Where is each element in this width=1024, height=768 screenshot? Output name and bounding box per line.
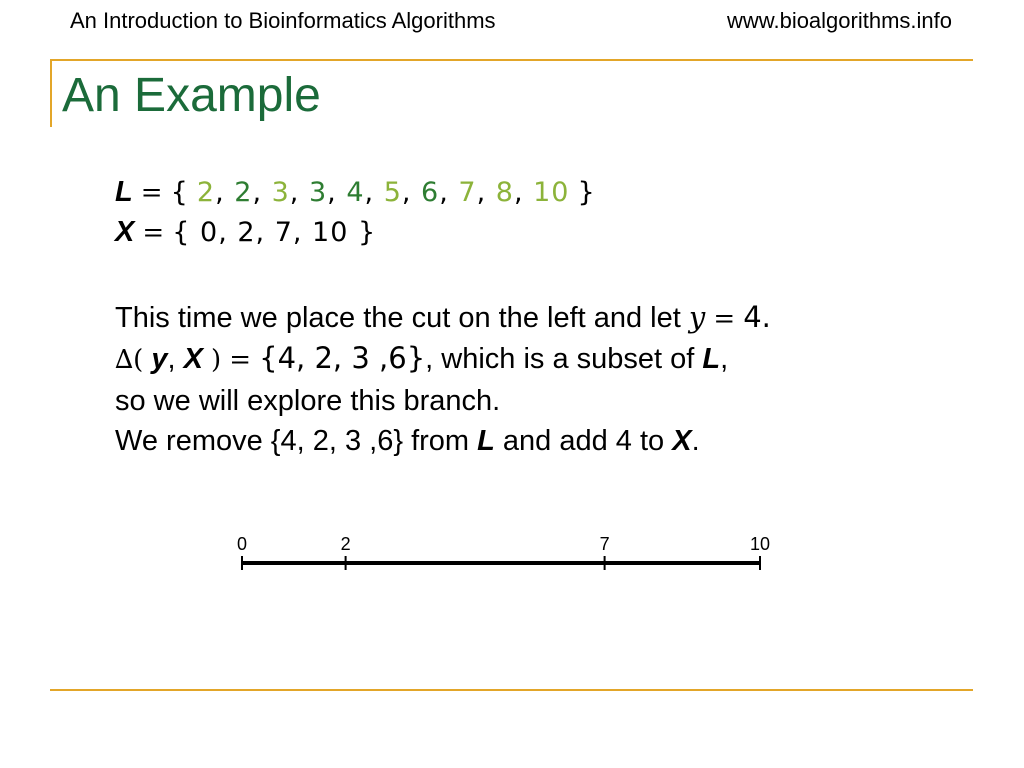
set-L-items <box>197 176 570 208</box>
set-L-line <box>115 176 596 209</box>
header-divider <box>50 59 973 61</box>
body-line-2-y: y <box>151 343 168 375</box>
set-L-item: 2 <box>234 177 253 208</box>
body-line-2-L: L <box>702 343 721 375</box>
body-line-1-equals: = <box>713 304 736 334</box>
delta-symbol: ∆( <box>115 345 144 375</box>
header-website: www.bioalgorithms.info <box>727 8 952 33</box>
set-L-comma: , <box>364 177 384 208</box>
set-L-comma: , <box>252 177 272 208</box>
number-line-diagram <box>225 528 785 583</box>
body-line-2-end: , <box>720 343 729 375</box>
set-L-name: L <box>115 176 133 208</box>
set-X-values: { 0, 2, 7, 10 } <box>172 217 377 248</box>
body-line-2-text: , which is a subset of <box>425 343 703 375</box>
set-L-item: 8 <box>495 177 514 208</box>
set-L-comma: , <box>327 177 347 208</box>
number-line-svg <box>225 528 785 578</box>
set-L-item: 4 <box>346 177 365 208</box>
number-line-tick-label: 2 <box>340 534 351 554</box>
number-line-tick-label: 7 <box>599 534 610 554</box>
set-L-comma: , <box>439 177 459 208</box>
slide-title: An Example <box>62 69 321 122</box>
set-L-item: 3 <box>308 177 328 208</box>
set-L-item: 6 <box>421 177 440 208</box>
body-line-1 <box>115 300 771 335</box>
number-line-tick-label: 10 <box>749 534 771 554</box>
set-L-comma: , <box>401 177 422 208</box>
set-L-comma: , <box>476 177 496 208</box>
body-line-4-X: X <box>672 425 692 457</box>
body-line-4-L: L <box>477 425 495 457</box>
body-line-1-y: y <box>688 300 706 334</box>
set-X-line <box>115 216 376 249</box>
set-L-open-brace: { <box>170 177 189 208</box>
body-line-1-value: 4. <box>743 300 771 334</box>
footer-divider <box>50 689 973 691</box>
set-X-name: X <box>115 216 135 248</box>
body-line-4 <box>115 425 700 458</box>
body-line-2-set: {4, 2, 3 ,6} <box>259 341 426 375</box>
set-L-item: 3 <box>271 177 290 208</box>
body-line-2-comma: , <box>167 343 176 375</box>
header-course-title: An Introduction to Bioinformatics Algorithms <box>70 8 496 33</box>
body-line-1-text: This time we place the cut on the left and let <box>115 302 689 334</box>
set-L-item: 2 <box>196 177 216 208</box>
body-line-2-equals: = <box>229 345 252 375</box>
body-line-2-close-paren: ) <box>211 345 222 375</box>
set-L-comma: , <box>215 177 235 208</box>
set-L-comma: , <box>289 177 309 208</box>
set-L-item: 10 <box>533 177 570 208</box>
set-X-equals: = <box>142 218 165 248</box>
body-line-2 <box>115 341 728 376</box>
set-L-equals: = <box>140 178 163 208</box>
set-L-comma: , <box>513 177 534 208</box>
set-L-item: 5 <box>383 177 402 208</box>
body-line-4-a: We remove {4, 2, 3 ,6} from <box>115 425 478 457</box>
body-line-4-end: . <box>691 425 700 457</box>
title-side-rule <box>50 59 52 127</box>
body-line-2-X: X <box>183 343 203 375</box>
set-L-item: 7 <box>458 177 477 208</box>
set-L-close-brace: } <box>577 177 596 208</box>
body-line-3: so we will explore this branch. <box>115 385 501 417</box>
body-line-4-b: and add 4 to <box>494 425 673 457</box>
number-line-tick-label: 0 <box>236 534 248 554</box>
